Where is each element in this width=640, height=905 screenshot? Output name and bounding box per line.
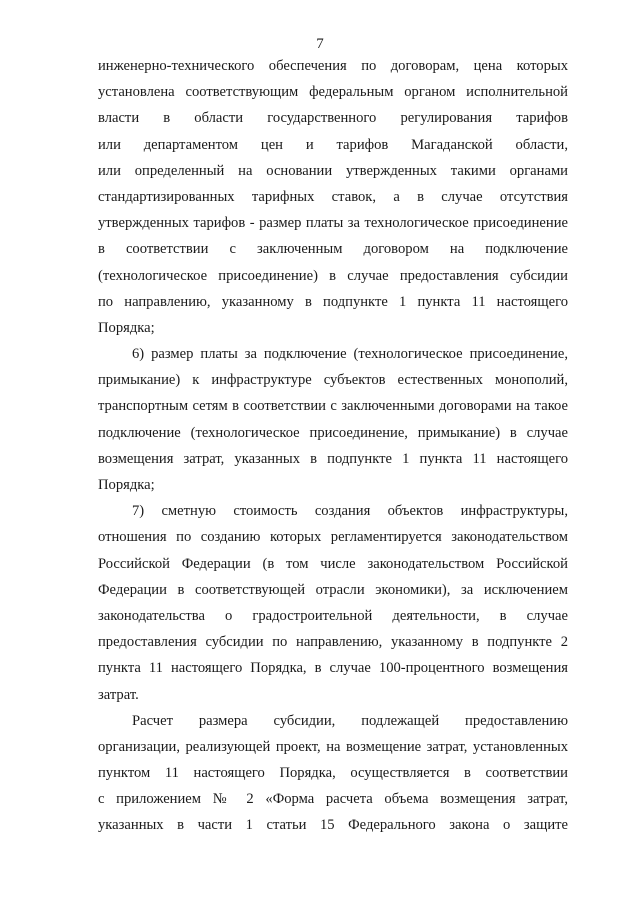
text-line: власти в области государственного регулирования тарифов xyxy=(98,110,568,127)
text-line: примыкание) к инфраструктуре субъектов естественных монополий, xyxy=(98,372,568,389)
text-line: утвержденных тарифов - размер платы за технологическое присоединение xyxy=(98,215,568,232)
text-line: или департаментом цен и тарифов Магаданской области, xyxy=(98,136,568,153)
text-line: отношения по созданию которых регламентируется законодательством xyxy=(98,529,568,546)
text-line: 7) сметную стоимость создания объектов инфраструктуры, xyxy=(132,503,568,520)
text-line: возмещения затрат, указанных в подпункте 1 пункта 11 настоящего xyxy=(98,450,568,467)
text-line: затрат. xyxy=(98,686,139,703)
text-line: инженерно-технического обеспечения по договорам, цена которых xyxy=(98,58,568,74)
text-line: предоставления субсидии по направлению, указанному в подпункте 2 xyxy=(98,634,568,651)
text-line: транспортным сетям в соответствии с заключенными договорами на такое xyxy=(98,398,568,415)
text-line: Порядка; xyxy=(98,319,155,336)
text-line: организации, реализующей проект, на возмещение затрат, установленных xyxy=(98,738,568,755)
document-body xyxy=(98,53,568,839)
text-line: Федерации в соответствующей отрасли экономики), за исключением xyxy=(98,581,568,598)
text-line: Расчет размера субсидии, подлежащей предоставлению xyxy=(132,712,568,729)
text-line: пункта 11 настоящего Порядка, в случае 100-процентного возмещения xyxy=(98,660,568,677)
text-line: стандартизированных тарифных ставок, а в случае отсутствия xyxy=(98,188,568,205)
text-line: (технологическое присоединение) в случае предоставления субсидии xyxy=(98,267,568,284)
text-line: по направлению, указанному в подпункте 1 пункта 11 настоящего xyxy=(98,293,568,310)
text-line: законодательства о градостроительной деятельности, в случае xyxy=(98,607,568,624)
text-line: с приложением № 2 «Форма расчета объема возмещения затрат, xyxy=(98,791,568,808)
text-line: 6) размер платы за подключение (технологическое присоединение, xyxy=(132,346,568,363)
text-line: пунктом 11 настоящего Порядка, осуществляется в соответствии xyxy=(98,765,568,782)
text-line: в соответствии с заключенным договором на подключение xyxy=(98,241,568,258)
page-number: 7 xyxy=(316,36,324,52)
text-line: Порядка; xyxy=(98,477,155,493)
text-line: Российской Федерации (в том числе законодательством Российской xyxy=(98,555,568,572)
text-line: или определенный на основании утвержденных такими органами xyxy=(98,162,568,179)
text-line: установлена соответствующим федеральным органом исполнительной xyxy=(98,84,568,101)
text-line: подключение (технологическое присоединение, примыкание) в случае xyxy=(98,424,568,441)
text-line: указанных в части 1 статьи 15 Федерального закона о защите xyxy=(98,817,568,834)
